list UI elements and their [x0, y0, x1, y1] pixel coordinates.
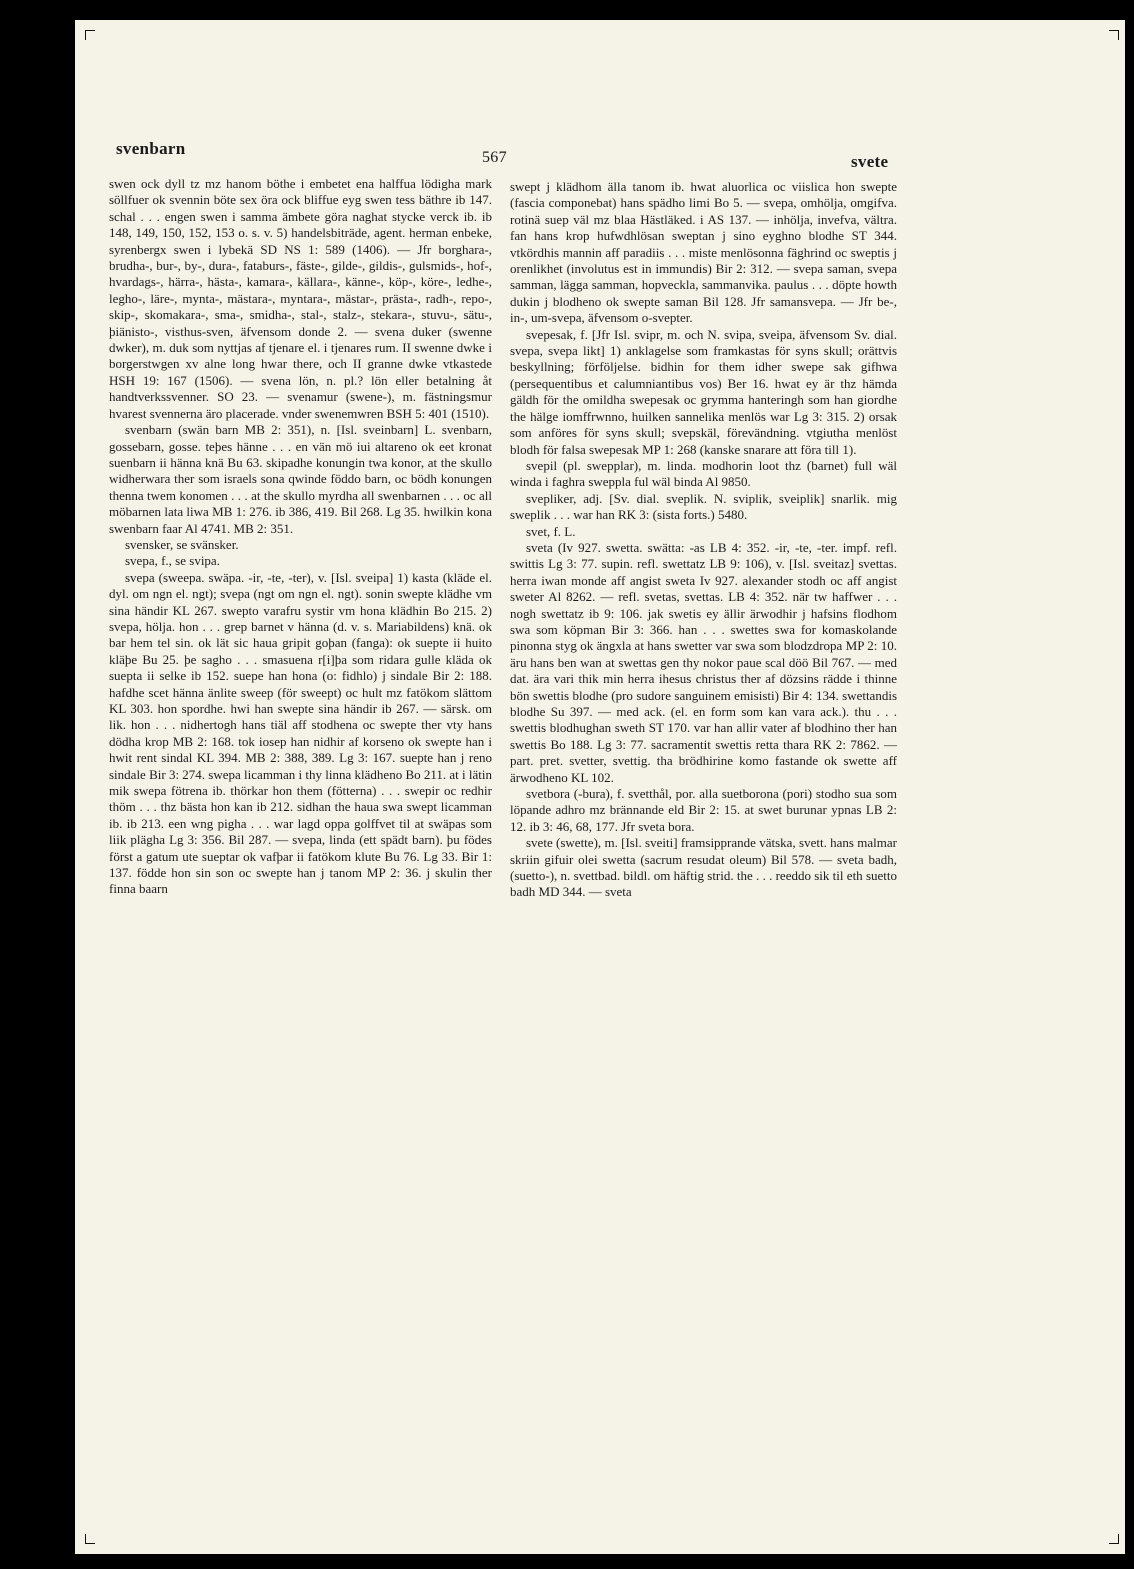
entry-paragraph: svensker, se svänsker.	[125, 536, 239, 552]
right-column	[510, 179, 897, 901]
entry-paragraph: swept j klädhom älla tanom ib. hwat aluorlica oc viislica hon swepte (fascia componebat) hans spädho limi Bo 5. — svepa, omhölja, omgifva. rotinä suep väl mz blaa Hästläked. i AS 137. — inhölja, invefva, vältra. fan hans krop hufwdhlösan sweptan j sino eyghno blodhe ST 344. vtkördhis mannin aff paradiis . . . miste menlösonna fäghrind oc sweptis j orenlikhet (involutus est in immundis) Bir 2: 312. — svepa saman, svepa samman, lägga samman, hopveckla, sammanvika. paulus . . . döpte howth dukin j blodheno ok swepte saman Bil 128. Jfr samansvepa. — Jfr be-, in-, um-svepa, äfvensom o-svepter.	[510, 179, 897, 326]
entry-paragraph: svepliker, adj. [Sv. dial. sveplik. N. sviplik, sveiplik] snarlik. mig sweplik . . . war han RK 3: (sista forts.) 5480.	[510, 490, 897, 523]
left-column	[109, 176, 492, 898]
corner-mark	[85, 30, 95, 40]
entry-paragraph: svepa, f., se svipa.	[125, 553, 220, 569]
corner-mark	[85, 1534, 95, 1544]
page	[75, 20, 1125, 1554]
entry-paragraph: swen ock dyll tz mz hanom böthe i embetet ena halffua lödigha mark söllfuer ok svennin böte sex öra ock bliffue eyg swen tess bäthre ib 147. schal . . . engen swen i samma ämbete göra naghat stycke verck ib. ib 148, 149, 150, 152, 153 o. s. v. 5) handelsbiträde, agent. herman enbeke, syrenbergx swen i lybekä SD NS 1: 589 (1406). — Jfr borghara-, brudha-, bur-, by-, dura-, fataburs-, fäste-, gilde-, gildis-, gulsmids-, hof-, hvardags-, härra-, hästa-, kamara-, källara-, känne-, köp-, köre-, ledhe-, legho-, läre-, mynta-, mästara-, myntara-, mästar-, prästa-, radh-, repo-, skip-, skomakara-, sma-, smidha-, stal-, stalz-, stekara-, stuvu-, sätu-, þiänisto-, visthus-sven, äfvensom donde 2. — svena duker (swenne dwker), m. duk som nyttjas af tjenare el. i tjenares rum. II swenne dwke i borgerstwgen xv alne long hwar there, och II granne dwke vtkastede HSH 19: 167 (1506). — svena lön, n. pl.? lön eller betalning åt handtverkssvenner. SO 23. — svenamur (swene-), m. fästningsmur hvarest svennerna äro placerade. vnder swenemwren BSH 5: 401 (1510).	[109, 176, 492, 421]
entry-paragraph: sveta (Iv 927. swetta. swätta: -as LB 4: 352. -ir, -te, -ter. impf. refl. swittis Lg 3: 77. supin. refl. swettatz LB 9: 106), v. [Isl. sveitaz] svettas. herra iwan monde aff angist sweta Iv 927. alexander stodh oc aff angist sweter Al 8262. — refl. svetas, svettas. LB 4: 352. när tw haffwer . . . nogh swettatz ib 9: 106. jak swetis ey ällir ärwodhir j hafsins flodhom swa som köpman Bir 3: 366. han . . . swettes swa for komaskolande pinonna styg ok ängxla at hans swetter var swa som blodzdropa MP 2: 10. äru hans ben wan at swettas gen thy nokor paue scal döö Bil 767. — med dat. ära vari thik min herra ihesus christus ther af dözsins rädde i thinne bön swettis blodhe (pro sudore sanguinem emisisti) Bir 4: 134. swettandis blodhe Su 397. — med ack. (el. en form som kan vara ack.). thu . . . swettis blodhughan sweth ST 170. var han allir vater af blodhino ther han swettis Bo 188. Lg 3: 77. sacramentit swettis retta thara RK 2: 7862. — part. pret. svetter, svettig. tha brödhirine komo fastande ok swette aff ärwodheno KL 102.	[510, 539, 897, 785]
running-head-left: svenbarn	[116, 139, 186, 158]
corner-mark	[1109, 1534, 1119, 1544]
entry-paragraph: svepil (pl. swepplar), m. linda. modhorin loot thz (barnet) full wäl winda i faghra sweppla ful wäl binda Al 9850.	[510, 457, 897, 490]
corner-mark	[1109, 30, 1119, 40]
entry-paragraph: svepa (sweepa. swäpa. -ir, -te, -ter), v. [Isl. sveipa] 1) kasta (kläde el. dyl. om ngn el. ngt); svepa (ngt om ngn el. ngt). sonin swepte klädhe vm sina händir KL 267. swepto varafru systir vm hona klädhin Bo 215. 2) svepa, hölja. hon . . . grep barnet v hänna (d. v. s. Mariabildens) knä. ok bar hem tel sin. ok lät sic haua gripit goþan (fanga): ok suepte ii huito kläþe Bu 25. þe sagho . . . smasuena r[i]þa som ridara gulle kläda ok suepta ii selke ib 152. suepe han hona (o: fidhlo) j sindale Bir 2: 188. hafdhe scet hänna änlite sweep (för sweept) oc hult mz fatökom slättom KL 303. hon spordhe. hwi han swepte sina händir ib 267. — särsk. om lik. hon . . . nidhertogh hans tiäl aff stodhena oc swepte ther vty hans dödha krop MB 2: 168. tok iosep han nidhir af korseno ok swepte han i hwit rent sindal KL 394. MB 2: 388, 389. Lg 3: 167. suepte han j reno sindale Bir 3: 274. swepa licamman i thy linna klädheno Bo 211. at i lätin mik swepa fötrena ib. thörkar hon them (fötterna) . . . swepir oc redhir thöm . . . thz bästa hon kan ib 212. sidhan the haua swa swept licamman ib. ib 213. een wng pigha . . . war lagd oppa golffvet til at swäpas som liik plägha Lg 3: 356. Bil 287. — svepa, linda (ett spädt barn). þu födes först a gatum ute sueptar ok vafþar ii fatökom klute Bu 76. Lg 33. Bir 1: 137. födde hon sin son oc swepte han j tanom MP 2: 36. j skulin ther finna baarn	[109, 569, 492, 897]
entry-paragraph: svetbora (-bura), f. svetthål, por. alla suetborona (pori) stodho sua som löpande adhro mz brännande eld Bir 2: 15. at swet burunar ypnas LB 2: 12. ib 3: 46, 68, 177. Jfr sveta bora.	[510, 786, 897, 834]
entry-paragraph: svenbarn (swän barn MB 2: 351), n. [Isl. sveinbarn] L. svenbarn, gossebarn, gosse. teþes hänne . . . en vän mö iui altareno ok eet kronat suenbarn ii hänna knä Bu 63. skipadhe konungin twa konor, at the skullo widherwara ther som israels sona qwinde föddo barn, oc bödh konungen thenna twem konomen . . . at the skullo myrdha all swenbarnen . . . oc all möbarnen lata liwa MB 1: 276. ib 386, 419. Bil 268. Lg 35. hwilkin kona swenbarn faar Al 4741. MB 2: 351.	[109, 422, 492, 536]
entry-paragraph: svet, f. L.	[526, 523, 576, 539]
entry-paragraph: svepesak, f. [Jfr Isl. svipr, m. och N. svipa, sveipa, äfvensom Sv. dial. svepa, svepa likt] 1) anklagelse som framkastas för syns skull; orättvis beskyllning; förföljelse. bidhin for them idher swepe sak gifhwa (persequentibus et calumniantibus vos) Ber 16. hwat ey är thz hämda gäldh för the omildha swepesak oc grymma hanteringh som han giordhe the hälge iomffrwnno, huilken sannelika menlös war Lg 3: 315. 2) orsak som anföres för syns skull; svepskäl, förevändning. vtgiutha menlöst blodh för falsa swepesak MP 1: 268 (kanske snarare att föra till 1).	[510, 326, 897, 457]
page-number: 567	[482, 149, 507, 166]
running-head-right: svete	[851, 152, 889, 171]
entry-paragraph: svete (swette), m. [Isl. sveiti] framsipprande vätska, svett. hans malmar skriin gifuir olei swetta (sacrum resudat oleum) Bil 578. — sveta badh, (suetto-), n. svettbad. bildl. om häftig strid. the . . . reeddo sik til eth suetto badh MD 344. — sveta	[510, 835, 897, 900]
